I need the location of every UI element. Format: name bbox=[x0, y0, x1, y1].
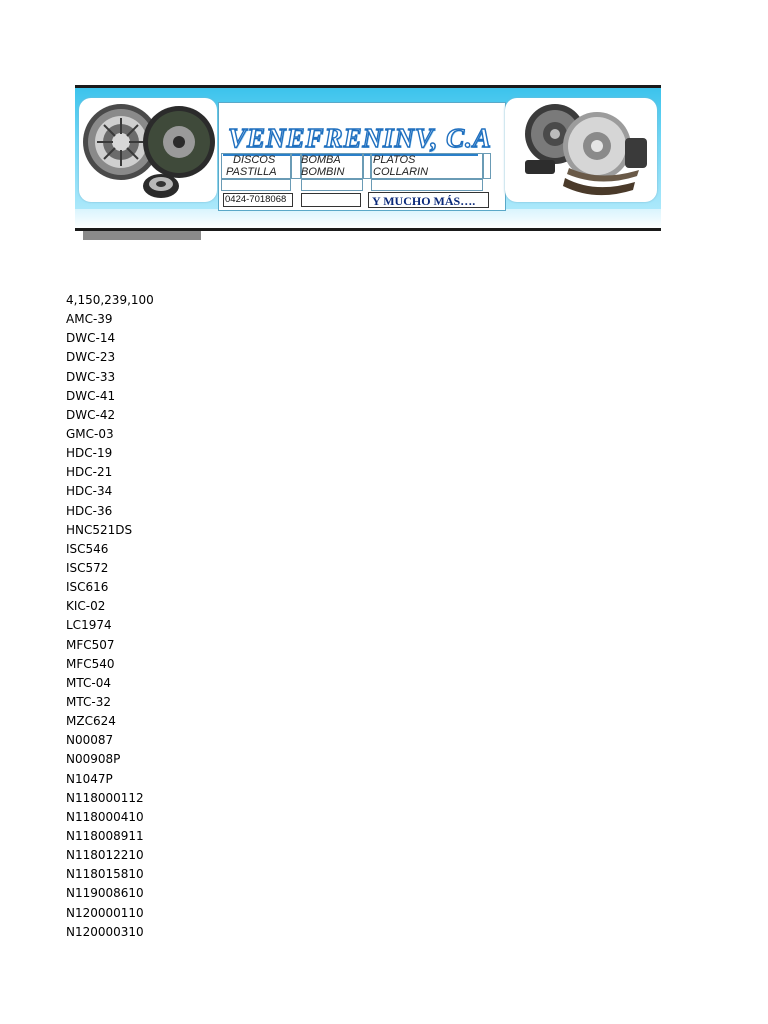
part-code: N118000410 bbox=[66, 809, 144, 824]
part-code: N00908P bbox=[66, 752, 121, 767]
phone-number: 0424-7018068 bbox=[223, 193, 293, 207]
product-label: PASTILLA bbox=[226, 166, 277, 178]
part-code: MZC624 bbox=[66, 714, 116, 729]
part-code: 4,150,239,100 bbox=[66, 293, 154, 307]
part-code: N118008911 bbox=[66, 828, 144, 843]
part-code: N118015810 bbox=[66, 867, 144, 882]
part-code: MTC-32 bbox=[66, 694, 111, 709]
part-code: N118000112 bbox=[66, 790, 144, 805]
part-code: DWC-41 bbox=[66, 388, 116, 403]
part-code: N119008610 bbox=[66, 886, 144, 901]
grid-row bbox=[221, 179, 291, 191]
product-label: BOMBA bbox=[301, 154, 341, 166]
grid-spacer bbox=[363, 153, 371, 179]
part-code: DWC-33 bbox=[66, 369, 116, 384]
part-code: AMC-39 bbox=[66, 312, 113, 327]
empty-cell bbox=[301, 193, 361, 207]
grid-spacer bbox=[483, 153, 491, 179]
part-code: DWC-14 bbox=[66, 331, 116, 346]
part-code: N120000310 bbox=[66, 924, 144, 939]
brake-parts-photo bbox=[505, 98, 657, 202]
part-code: N00087 bbox=[66, 733, 114, 748]
part-code: HDC-34 bbox=[66, 484, 113, 499]
part-code: MFC507 bbox=[66, 637, 115, 652]
part-code: LC1974 bbox=[66, 618, 112, 633]
part-code: MFC540 bbox=[66, 656, 115, 671]
part-code: MTC-04 bbox=[66, 675, 111, 690]
part-code: HDC-19 bbox=[66, 446, 113, 461]
part-code: N118012210 bbox=[66, 848, 144, 863]
grid-row bbox=[301, 179, 363, 191]
part-code: N120000110 bbox=[66, 905, 144, 920]
part-code: HDC-21 bbox=[66, 465, 113, 480]
header-banner bbox=[75, 85, 661, 231]
product-label: COLLARIN bbox=[373, 166, 429, 178]
banner-reflection bbox=[75, 209, 661, 229]
product-label: PLATOS bbox=[373, 154, 416, 166]
part-code: HDC-36 bbox=[66, 503, 113, 518]
grid-spacer bbox=[291, 153, 301, 179]
clutch-kit-photo bbox=[79, 98, 217, 202]
part-code: ISC546 bbox=[66, 541, 109, 556]
banner-gray-bar bbox=[83, 231, 201, 240]
part-code: DWC-42 bbox=[66, 407, 116, 422]
part-code: ISC572 bbox=[66, 560, 109, 575]
part-code: ISC616 bbox=[66, 580, 109, 595]
part-code: HNC521DS bbox=[66, 522, 133, 537]
part-code: N1047P bbox=[66, 771, 113, 786]
product-label: BOMBIN bbox=[301, 166, 345, 178]
part-code: KIC-02 bbox=[66, 599, 106, 614]
product-label: DISCOS bbox=[233, 154, 276, 166]
part-code: GMC-03 bbox=[66, 426, 114, 441]
slogan-text: Y MUCHO MÁS…. bbox=[372, 194, 476, 208]
part-code: DWC-23 bbox=[66, 350, 116, 365]
parts-list bbox=[66, 291, 154, 942]
grid-row bbox=[371, 179, 483, 191]
brand-title: VENEFRENINV, C.A bbox=[228, 123, 492, 153]
